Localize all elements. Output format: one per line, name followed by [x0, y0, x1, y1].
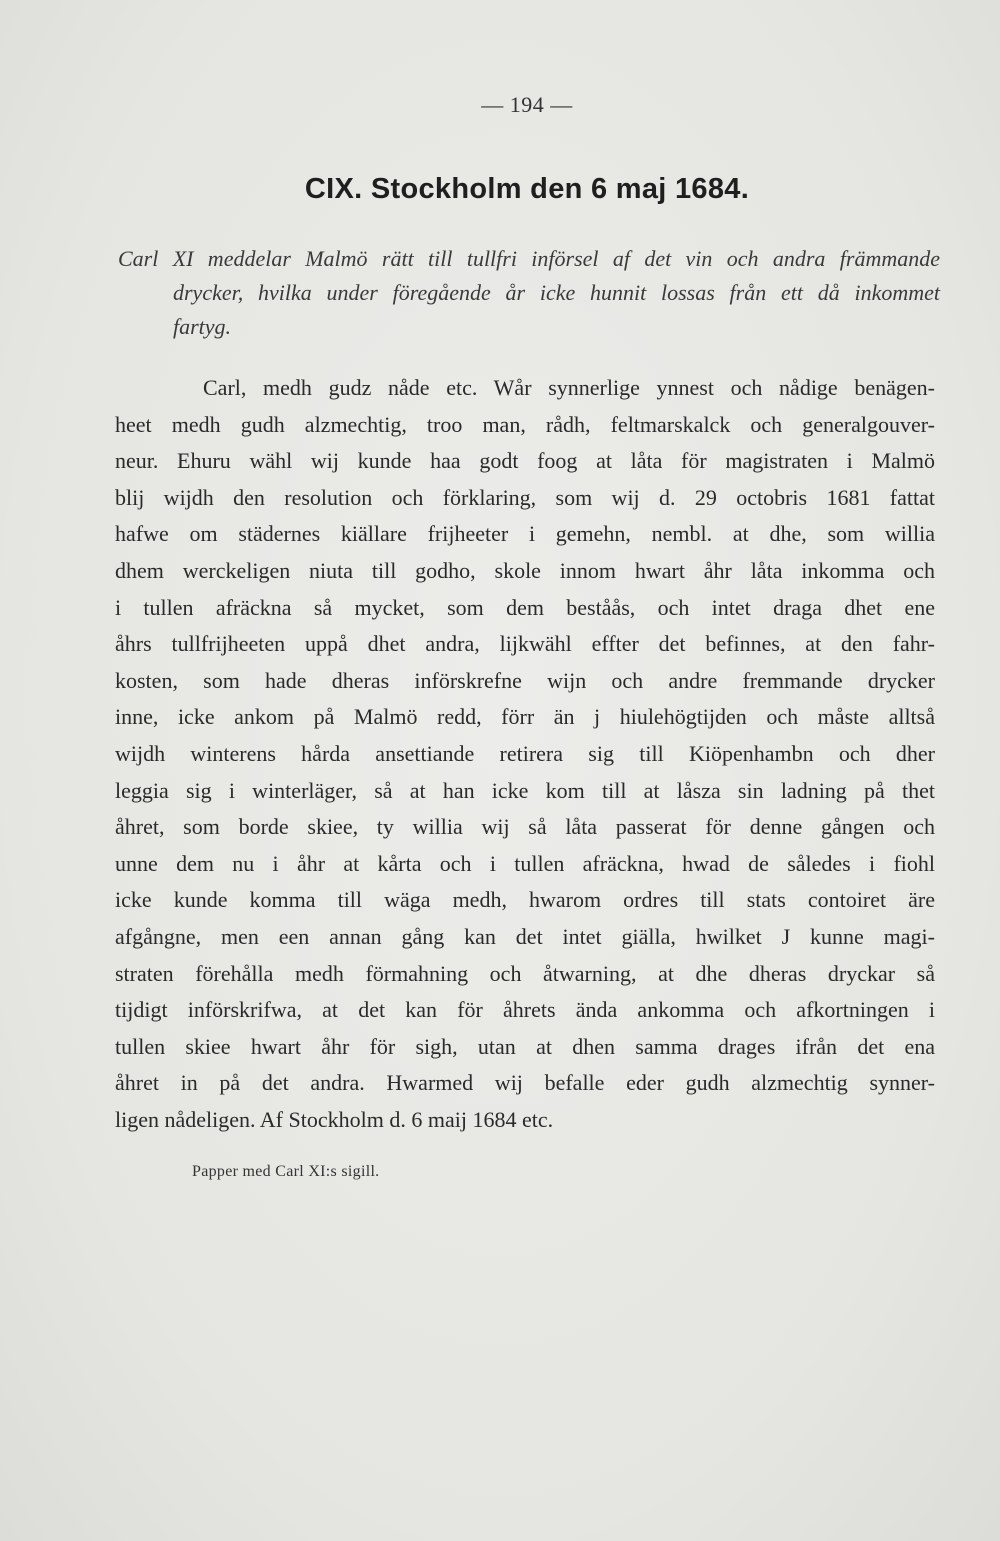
body-line: afgångne, men een annan gång kan det intet giälla, hwilket J kunne magi-	[115, 923, 935, 949]
body-line: unne dem nu i åhr at kårta och i tullen afräckna, hwad de således i fiohl	[115, 850, 935, 876]
body-line: icke kunde komma till wäga medh, hwarom ordres till stats contoiret äre	[115, 887, 935, 913]
body-line: Carl, medh gudz nåde etc. Wår synnerlige ynnest och nådige benägen-	[203, 375, 935, 400]
document-summary	[118, 242, 940, 344]
body-line: ligen nådeligen. Af Stockholm d. 6 maij 1684 etc.	[115, 1106, 554, 1132]
body-line: hafwe om städernes kiällare frijheeter i gemehn, nembl. at dhe, som willia	[115, 521, 935, 547]
body-line: åhrs tullfrijheeten uppå dhet andra, lijkwähl effter det befinnes, at den fahr-	[115, 631, 935, 657]
document-heading: CIX. Stockholm den 6 maj 1684.	[304, 173, 750, 205]
letter-body	[115, 370, 935, 1138]
source-note: Papper med Carl XI:s sigill.	[192, 1163, 380, 1180]
body-line: kosten, som hade dheras införskrefne wijn och andre fremmande drycker	[115, 667, 935, 693]
body-line: tullen skiee hwart åhr för sigh, utan at dhen samma drages ifrån det ena	[115, 1033, 935, 1059]
body-line: i tullen afräckna så mycket, som dem beståås, och intet draga dhet ene	[115, 594, 935, 620]
body-line: heet medh gudh alzmechtig, troo man, rådh, feltmarskalck och generalgouver-	[115, 411, 935, 437]
body-line: åhret in på det andra. Hwarmed wij befalle eder gudh alzmechtig synner-	[115, 1070, 935, 1096]
body-line: tijdigt införskrifwa, at det kan för åhrets ända ankomma och afkortningen i	[115, 997, 935, 1023]
summary-line: fartyg.	[173, 314, 232, 339]
body-line: åhret, som borde skiee, ty willia wij så låta passerat för denne gången och	[115, 814, 935, 840]
body-line: straten förehålla medh förmahning och åtwarning, at dhe dheras dryckar så	[115, 960, 935, 986]
page-number: — 194 —	[481, 92, 573, 117]
body-line: blij wijdh den resolution och förklaring, som wij d. 29 octobris 1681 fattat	[115, 484, 935, 510]
body-line: wijdh winterens hårda ansettiande retirera sig till Kiöpenhambn och dher	[115, 740, 935, 766]
body-line: neur. Ehuru wähl wij kunde haa godt foog at låta för magistraten i Malmö	[115, 448, 935, 474]
body-line: inne, icke ankom på Malmö redd, förr än j hiulehögtijden och måste alltså	[115, 704, 935, 730]
summary-line: drycker, hvilka under föregående år icke hunnit lossas från ett då inkommet	[173, 280, 940, 305]
body-line: dhem werckeligen niuta till godho, skole innom hwart åhr låta inkomma och	[115, 557, 935, 583]
body-line: leggia sig i winterläger, så at han icke kom till at låsza sin ladning på thet	[115, 777, 935, 803]
summary-line: Carl XI meddelar Malmö rätt till tullfri införsel af det vin och andra främmande	[118, 246, 940, 271]
